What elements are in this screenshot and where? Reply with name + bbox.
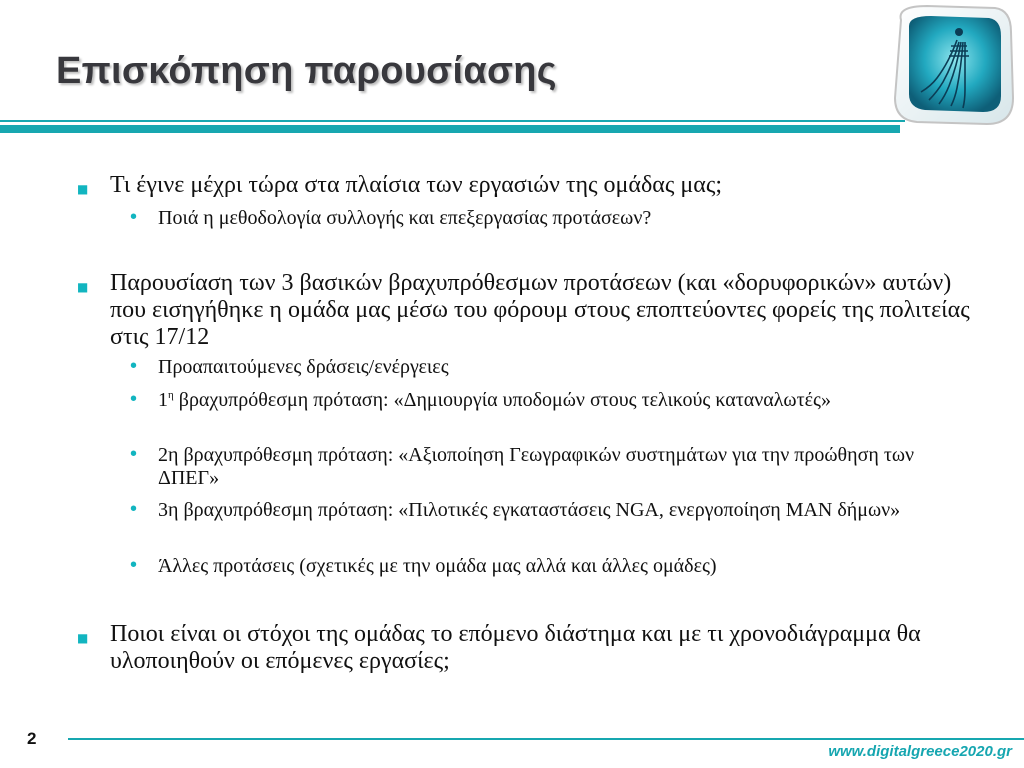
- bullet-2-4: [130, 498, 978, 522]
- bullet-1: [77, 172, 970, 199]
- bullet-1-text: Τι έγινε μέχρι τώρα στα πλαίσια των εργασιών της ομάδας μας;: [110, 172, 722, 198]
- bullet-marker-icon: ■: [77, 182, 89, 196]
- slide-title: Επισκόπηση παρουσίασης: [56, 50, 557, 92]
- bullet-2-5-text: Άλλες προτάσεις (σχετικές με την ομάδα μας αλλά και άλλες ομάδες): [158, 555, 717, 577]
- digital-greece-logo-icon: [887, 2, 1019, 130]
- sub-bullet-marker-icon: •: [130, 498, 138, 520]
- bullet-2-2-superscript: η: [168, 389, 174, 401]
- bullet-2-2-number: 1: [158, 389, 168, 411]
- bullet-3-text: Ποιοι είναι οι στόχοι της ομάδας το επόμενο διάστημα και με τι χρονοδιάγραμμα θα υλοποιηθούν οι επόμενες εργασίες;: [110, 621, 921, 674]
- bullet-2-1: [130, 355, 978, 379]
- bullet-marker-icon: ■: [77, 631, 89, 645]
- page-number: 2: [27, 729, 37, 748]
- bullet-2-2-text: βραχυπρόθεσμη πρόταση: «Δημιουργία υποδομών στους τελικούς καταναλωτές»: [173, 389, 831, 411]
- bullet-3: [77, 621, 970, 675]
- bullet-marker-icon: ■: [77, 280, 89, 294]
- bullet-2-text: Παρουσίαση των 3 βασικών βραχυπρόθεσμων προτάσεων (και «δορυφορικών» αυτών) που εισηγήθηκε η ομάδα μας μέσω του φόρουμ στους εποπτεύοντες φορείς της πολιτείας στις 17/12: [110, 270, 970, 350]
- sub-bullet-marker-icon: •: [130, 443, 138, 465]
- bullet-2-4-text: 3η βραχυπρόθεσμη πρόταση: «Πιλοτικές εγκαταστάσεις NGA, ενεργοποίηση ΜΑΝ δήμων»: [158, 499, 901, 521]
- bullet-2-1-text: Προαπαιτούμενες δράσεις/ενέργειες: [158, 356, 449, 378]
- bullet-2-5: [130, 554, 978, 578]
- title-divider-thick: [0, 125, 900, 133]
- sub-bullet-marker-icon: •: [130, 554, 138, 576]
- bullet-2: [77, 270, 970, 351]
- title-divider-thin: [0, 120, 905, 122]
- sub-bullet-marker-icon: •: [130, 355, 138, 377]
- sub-bullet-marker-icon: •: [130, 388, 138, 410]
- bullet-1-1: [130, 206, 978, 230]
- sub-bullet-marker-icon: •: [130, 206, 138, 228]
- footer-url: www.digitalgreece2020.gr: [828, 743, 1012, 760]
- bullet-2-2: [130, 388, 978, 412]
- footer-divider: [68, 738, 1024, 740]
- bullet-2-3: [130, 443, 978, 490]
- bullet-2-3-text: 2η βραχυπρόθεσμη πρόταση: «Αξιοποίηση Γεωγραφικών συστημάτων για την προώθηση των ΔΠΕΓ»: [158, 444, 915, 489]
- bullet-1-1-text: Ποιά η μεθοδολογία συλλογής και επεξεργασίας προτάσεων?: [158, 207, 652, 229]
